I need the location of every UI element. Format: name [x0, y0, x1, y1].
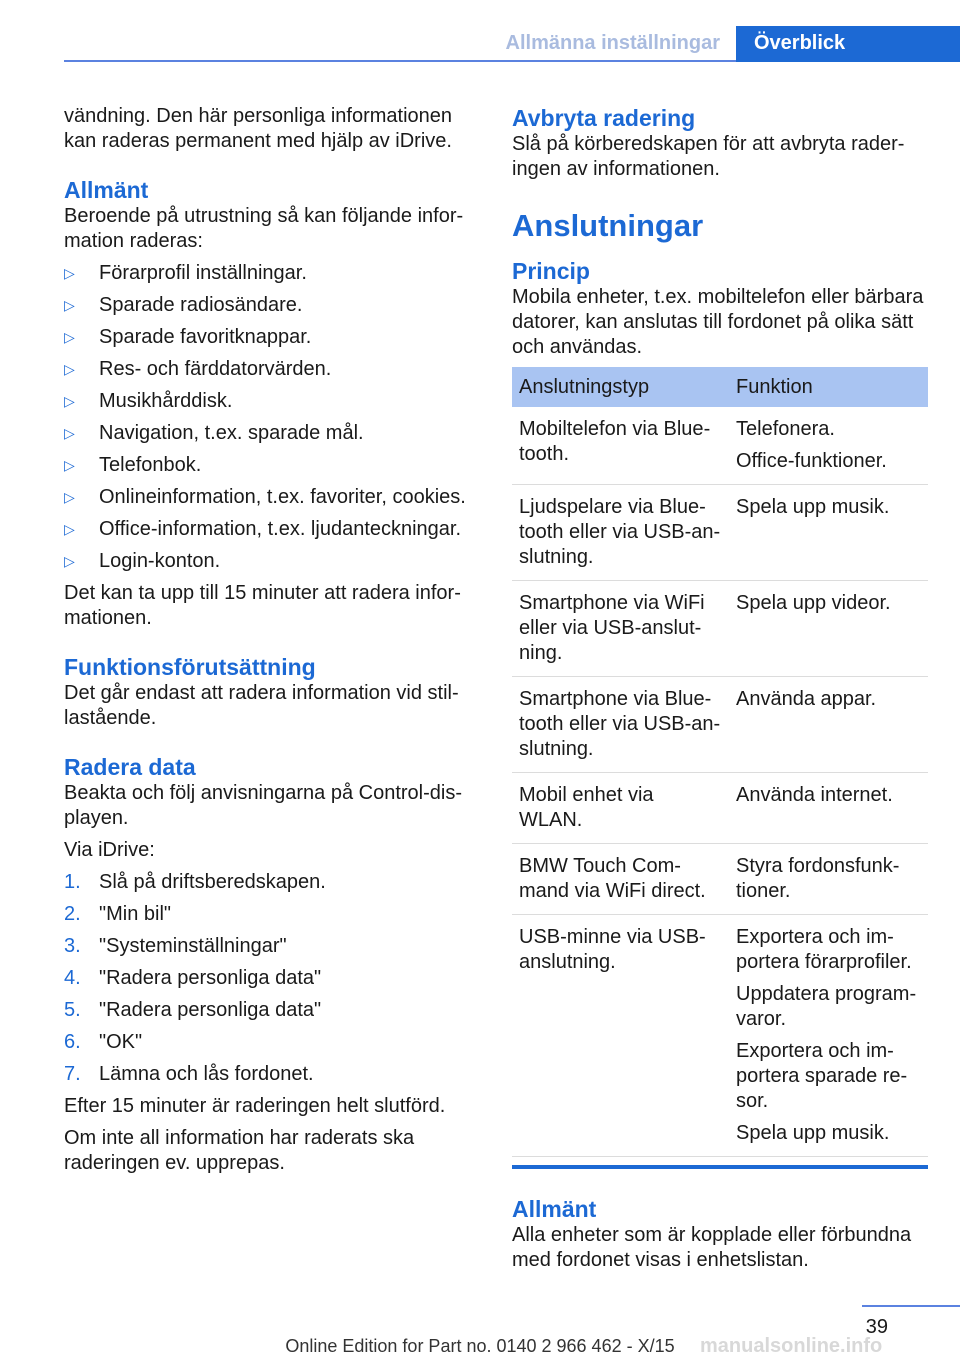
step-text: Lämna och lås fordonet. [99, 1063, 314, 1085]
step-item [64, 1062, 472, 1094]
table-row [512, 773, 928, 844]
table-row [512, 844, 928, 915]
step-text: "Systeminställningar" [99, 935, 287, 957]
page-number: 39 [865, 1316, 888, 1338]
principle-heading: Princip [512, 258, 590, 284]
list-item [64, 517, 472, 549]
left-column [64, 104, 472, 1183]
connection-type-cell: Smartphone via Bluetooth eller via USB-anslutning. [512, 677, 729, 773]
step-number: 1. [64, 871, 81, 893]
triangle-bullet-icon: ▷ [64, 361, 75, 377]
step-item [64, 966, 472, 998]
col-header-function: Funktion [729, 367, 928, 407]
triangle-bullet-icon: ▷ [64, 457, 75, 473]
step-number: 5. [64, 999, 81, 1021]
list-item [64, 453, 472, 485]
triangle-bullet-icon: ▷ [64, 425, 75, 441]
function-line: Telefonera. [736, 418, 835, 440]
list-item [64, 421, 472, 453]
step-text: "Min bil" [99, 903, 171, 925]
connection-type-cell: Mobil enhet via WLAN. [512, 773, 729, 844]
list-item-text: Telefonbok. [99, 454, 202, 476]
step-item [64, 870, 472, 902]
function-cell [729, 581, 928, 677]
footer-rule [862, 1305, 960, 1307]
step-text: "Radera personliga data" [99, 967, 322, 989]
after-text: Efter 15 minuter är raderingen helt slutförd. [64, 1095, 446, 1117]
function-line: Använda appar. [736, 688, 877, 710]
via-idrive-text: Via iDrive: [64, 839, 155, 861]
function-line: Spela upp videor. [736, 592, 891, 614]
connection-type-cell: BMW Touch Command via WiFi direct. [512, 844, 729, 915]
connection-type-cell: Mobiltelefon via Bluetooth. [512, 407, 729, 485]
list-item-text: Musikhårddisk. [99, 390, 233, 412]
triangle-bullet-icon: ▷ [64, 521, 75, 537]
edition-text: Online Edition for Part no. 0140 2 966 462 - X/15 [285, 1336, 675, 1356]
function-line: Styra fordonsfunktioner. [736, 855, 900, 902]
function-line: Uppdatera programvaror. [736, 983, 917, 1030]
triangle-bullet-icon: ▷ [64, 329, 75, 345]
function-cell [729, 407, 928, 485]
list-item-text: Sparade favoritknappar. [99, 326, 312, 348]
watermark: manualsonline.info [700, 1335, 883, 1357]
list-item-text: Res- och färddatorvärden. [99, 358, 332, 380]
function-cell [729, 485, 928, 581]
deletable-items-list [64, 261, 472, 581]
step-item [64, 1030, 472, 1062]
list-item-text: Login-konton. [99, 550, 221, 572]
step-number: 3. [64, 935, 81, 957]
table-body [512, 407, 928, 1157]
list-item [64, 549, 472, 581]
step-text: "OK" [99, 1031, 143, 1053]
step-number: 2. [64, 903, 81, 925]
function-line: Exportera och importera sparade resor. [736, 1040, 908, 1112]
table-row [512, 407, 928, 485]
triangle-bullet-icon: ▷ [64, 393, 75, 409]
table-header-row [512, 367, 928, 407]
prereq-heading: Funktionsförutsättning [64, 654, 316, 680]
list-item-text: Förarprofil inställningar. [99, 262, 307, 284]
step-number: 7. [64, 1063, 81, 1085]
steps-list [64, 870, 472, 1094]
list-item-text: Office-information, t.ex. ljudanteckningar. [99, 518, 462, 540]
function-line: Spela upp musik. [736, 1122, 890, 1144]
intro-paragraph: vändning. Den här personliga informationen kan raderas permanent med hjälp av iDrive. [64, 105, 453, 152]
header-tab: Överblick [736, 26, 960, 62]
duration-text: Det kan ta upp till 15 minuter att radera informationen. [64, 582, 461, 629]
function-line: Exportera och importera förarprofiler. [736, 926, 912, 973]
connections-table [512, 367, 928, 1157]
function-line: Använda internet. [736, 784, 893, 806]
function-line: Spela upp musik. [736, 496, 890, 518]
header-section-title: Allmänna inställningar [505, 32, 720, 54]
triangle-bullet-icon: ▷ [64, 265, 75, 281]
general-heading: Allmänt [512, 1196, 597, 1222]
step-item [64, 998, 472, 1030]
connection-type-cell: USB-minne via USB-anslutning. [512, 915, 729, 1157]
right-column [512, 104, 928, 1280]
list-item [64, 293, 472, 325]
principle-text: Mobila enheter, t.ex. mobiltelefon eller bärbara datorer, kan anslutas till fordonet på olika sätt och användas. [512, 286, 924, 358]
table-row [512, 677, 928, 773]
table-row [512, 915, 928, 1157]
list-item [64, 485, 472, 517]
cancel-heading: Avbryta radering [512, 105, 696, 131]
cancel-text: Slå på körberedskapen för att avbryta raderingen av informationen. [512, 133, 905, 180]
general-text: Alla enheter som är kopplade eller förbundna med fordonet visas i enhetslistan. [512, 1224, 912, 1271]
list-item [64, 261, 472, 293]
list-item-text: Sparade radiosändare. [99, 294, 303, 316]
step-number: 4. [64, 967, 81, 989]
step-item [64, 902, 472, 934]
list-item-text: Navigation, t.ex. sparade mål. [99, 422, 364, 444]
list-item-text: Onlineinformation, t.ex. favoriter, cookies. [99, 486, 466, 508]
delete-text: Beakta och följ anvisningarna på Control-displayen. [64, 782, 463, 829]
table-row [512, 581, 928, 677]
step-text: Slå på driftsberedskapen. [99, 871, 326, 893]
function-cell [729, 844, 928, 915]
table-row [512, 485, 928, 581]
list-item [64, 325, 472, 357]
function-cell [729, 915, 928, 1157]
repeat-text: Om inte all information har raderats ska raderingen ev. upprepas. [64, 1127, 415, 1174]
function-cell [729, 677, 928, 773]
col-header-type: Anslutningstyp [512, 367, 729, 407]
step-item [64, 934, 472, 966]
list-item [64, 389, 472, 421]
prereq-text: Det går endast att radera information vid stillastående. [64, 682, 459, 729]
triangle-bullet-icon: ▷ [64, 553, 75, 569]
function-line: Office-funktioner. [736, 450, 887, 472]
connection-type-cell: Ljudspelare via Bluetooth eller via USB-anslutning. [512, 485, 729, 581]
function-cell [729, 773, 928, 844]
triangle-bullet-icon: ▷ [64, 489, 75, 505]
allmant-heading: Allmänt [64, 177, 149, 203]
triangle-bullet-icon: ▷ [64, 297, 75, 313]
list-item [64, 357, 472, 389]
allmant-text: Beroende på utrustning så kan följande information raderas: [64, 205, 464, 252]
connections-heading: Anslutningar [512, 208, 704, 243]
step-number: 6. [64, 1031, 81, 1053]
connection-type-cell: Smartphone via WiFi eller via USB-anslutning. [512, 581, 729, 677]
step-text: "Radera personliga data" [99, 999, 322, 1021]
delete-heading: Radera data [64, 754, 196, 780]
